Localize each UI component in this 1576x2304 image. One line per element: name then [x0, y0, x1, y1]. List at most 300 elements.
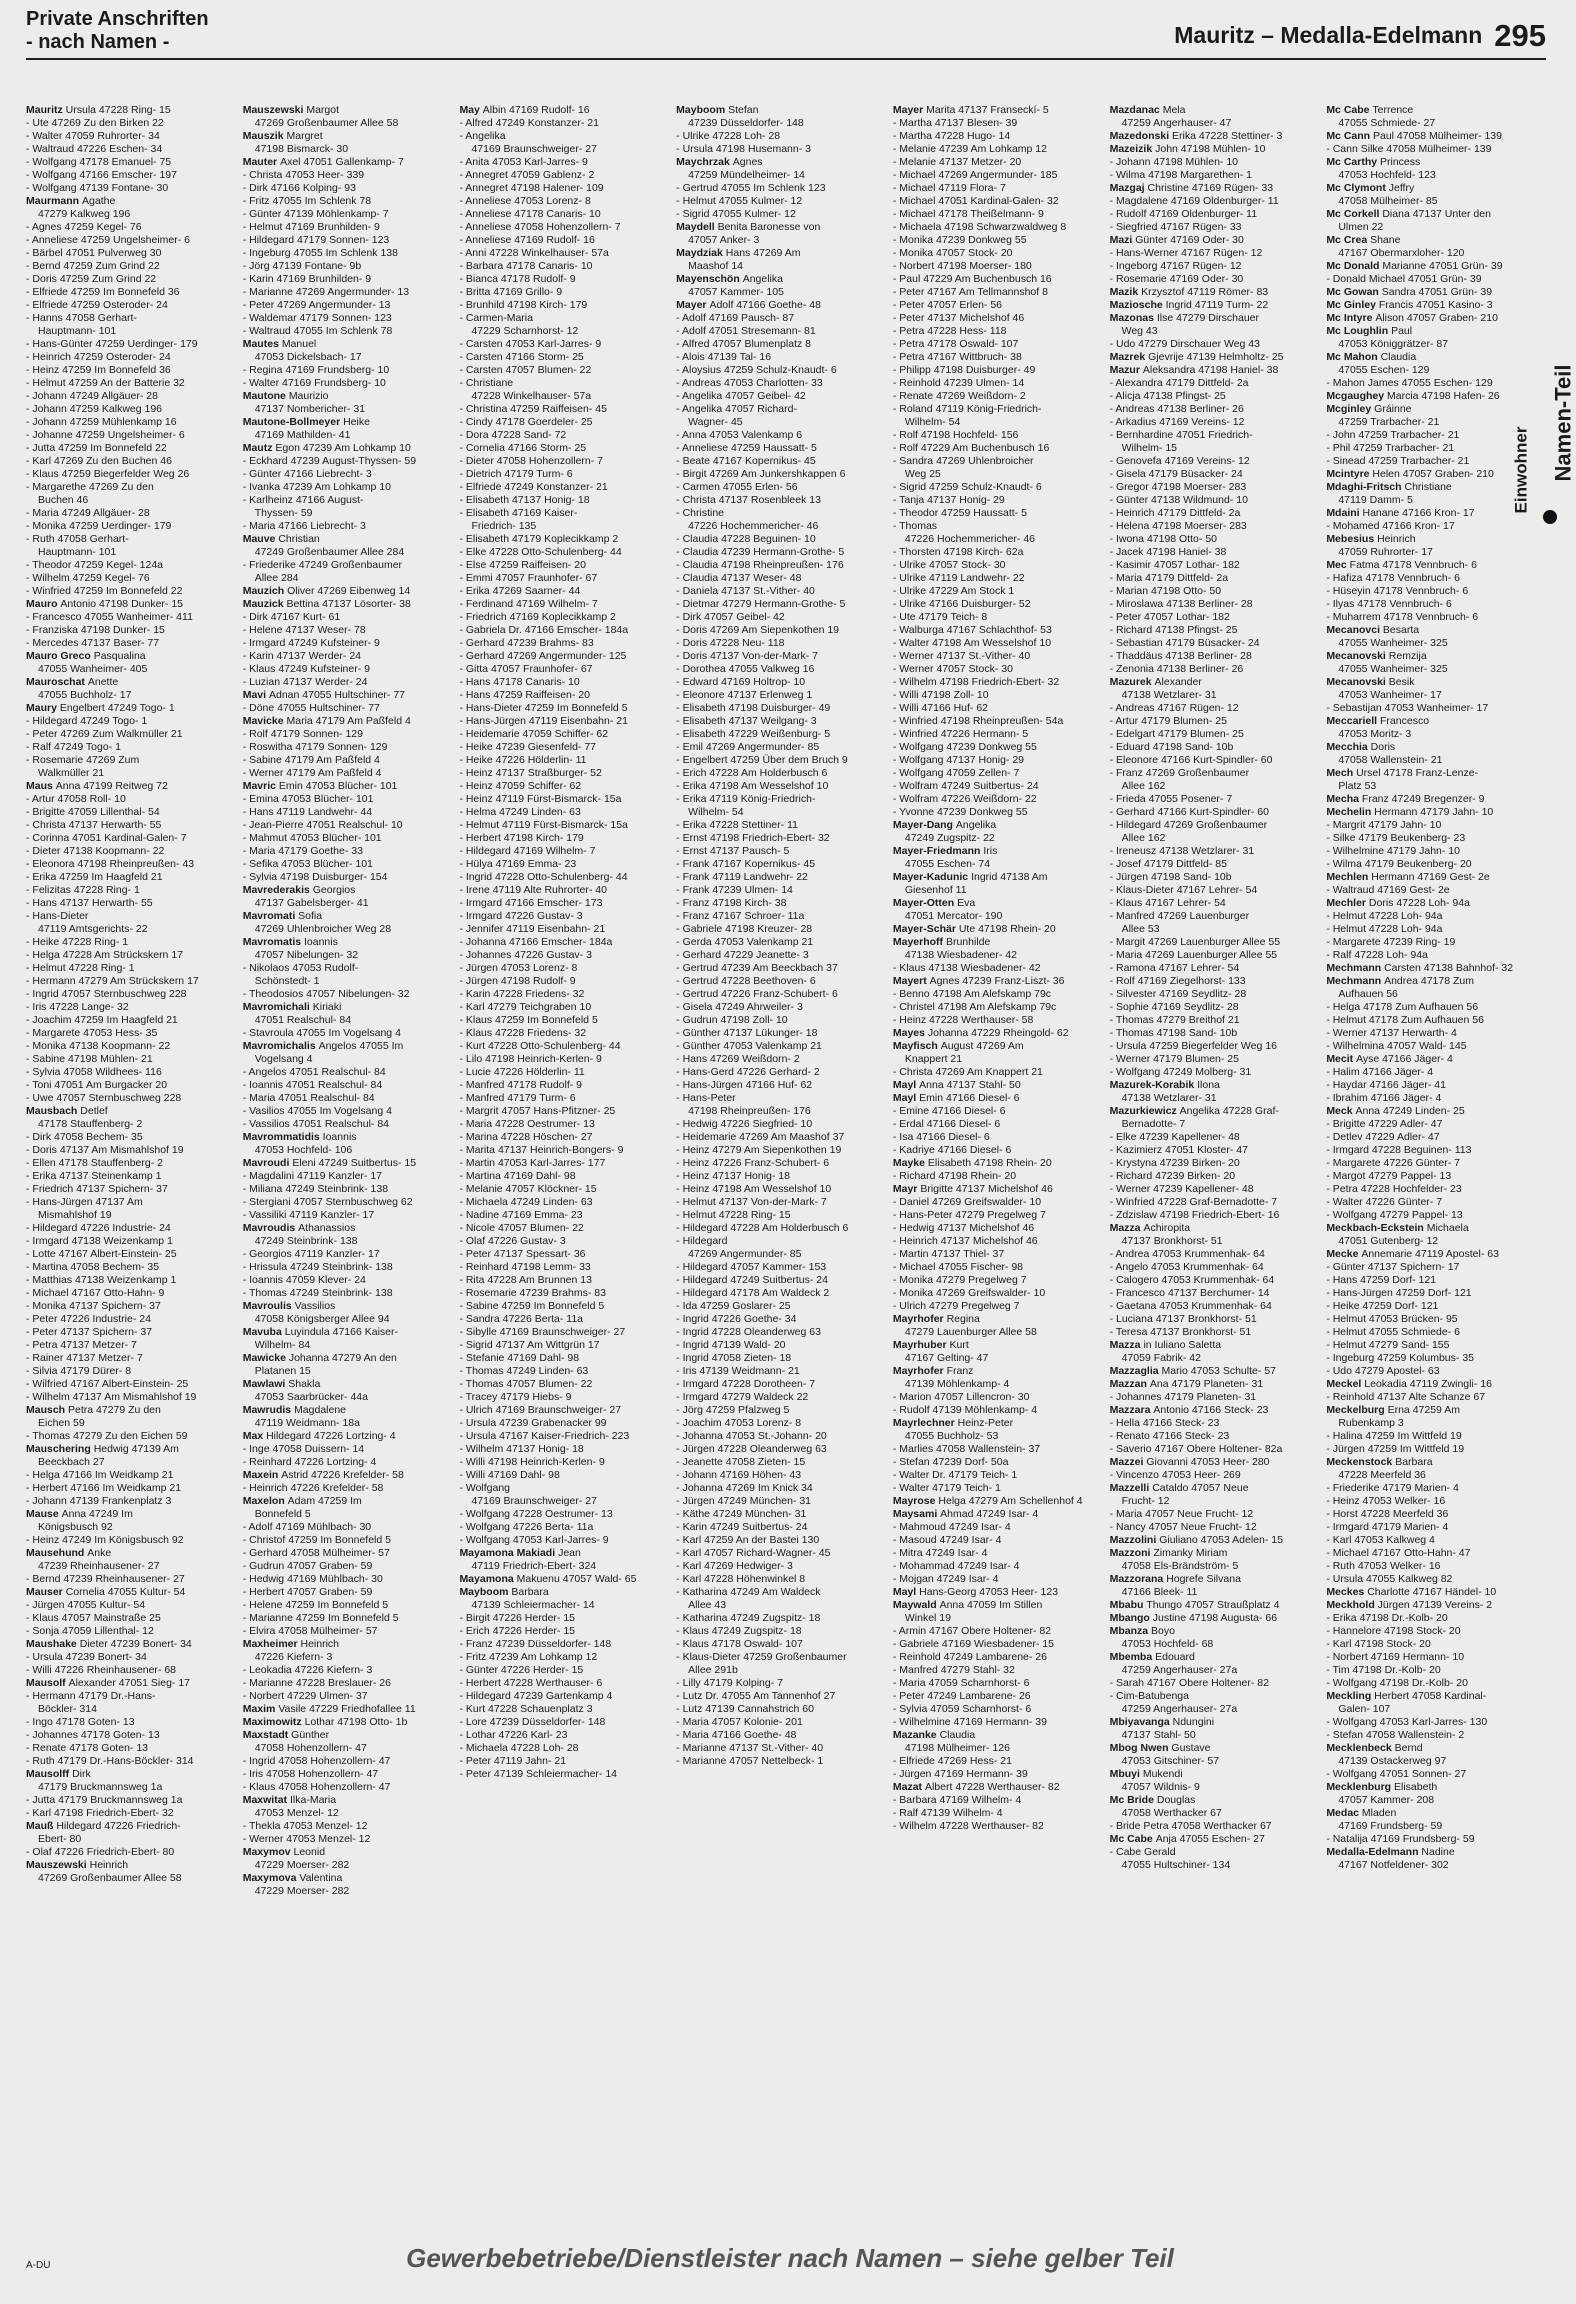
listing-entry [459, 1586, 669, 1599]
listing-entry [243, 1391, 453, 1404]
entry-text: - Irmgard 47226 Gustav- 3 [459, 910, 583, 922]
entry-text: - Theodosios 47057 Nibelungen- 32 [242, 988, 410, 1000]
entry-text: Thyssen- 59 [254, 507, 313, 519]
listing-entry [459, 754, 669, 767]
listing-entry [26, 1417, 236, 1430]
entry-text: - Jeanette 47058 Zieten- 15 [676, 1456, 806, 1468]
entry-text: - Marianne 47269 Angermunder- 13 [242, 286, 410, 298]
listing-entry [1110, 130, 1320, 143]
listing-entry [893, 1313, 1103, 1326]
listing-entry [1110, 1040, 1320, 1053]
listing-entry [893, 169, 1103, 182]
listing-entry [1326, 598, 1536, 611]
entry-text: - Ulrich 47169 Braunschweiger- 27 [459, 1404, 622, 1416]
entry-text: Johanna 47279 An den [288, 1352, 397, 1364]
surname: Mayer-Otten [892, 897, 958, 909]
surname: Mbemba [1109, 1651, 1156, 1663]
entry-text: Hauptmann- 101 [38, 546, 117, 558]
listing-entry [676, 390, 886, 403]
listing-entry [893, 1573, 1103, 1586]
listing-entry [676, 273, 886, 286]
listing-entry [26, 1248, 236, 1261]
entry-text: Anna 47059 Im Stillen [939, 1599, 1043, 1611]
entry-text: - Karl 47279 Teichgraben 10 [459, 1001, 592, 1013]
listing-entry [243, 949, 453, 962]
entry-text: - Erika 47119 König-Friedrich- [676, 793, 816, 805]
listing-entry [676, 351, 886, 364]
entry-text: Giovanni 47053 Heer- 280 [1146, 1456, 1270, 1468]
listing-entry [676, 975, 886, 988]
entry-text: - Jürgen 47249 München- 31 [676, 1495, 811, 1507]
listing-entry [243, 650, 453, 663]
entry-text: 47051 Gutenberg- 12 [1338, 1235, 1439, 1247]
surname: Mayrose [892, 1495, 939, 1507]
listing-entry [243, 663, 453, 676]
listing-entry [26, 1495, 236, 1508]
surname: Maxelon [242, 1495, 288, 1507]
listing-entry [243, 221, 453, 234]
listing-entry [676, 559, 886, 572]
surname: Maysami [892, 1508, 941, 1520]
listing-entry [676, 832, 886, 845]
entry-text: Vogelsang 4 [254, 1053, 313, 1065]
listing-entry [676, 377, 886, 390]
entry-text: - Johanna 47269 Im Knick 34 [676, 1482, 813, 1494]
listing-entry [1326, 1040, 1536, 1053]
entry-text: - Sandra 47269 Uhlenbroicher [892, 455, 1034, 467]
entry-text: - Doris 47259 Zum Grind 22 [26, 273, 157, 285]
listing-entry [243, 1612, 453, 1625]
listing-entry [459, 1274, 669, 1287]
entry-text: Oliver 47269 Eibenweg 14 [287, 585, 411, 597]
listing-entry [459, 1560, 669, 1573]
entry-text: - Wilhelmine 47169 Hermann- 39 [892, 1716, 1047, 1728]
listing-entry [893, 611, 1103, 624]
listing-entry [676, 572, 886, 585]
listing-entry [676, 988, 886, 1001]
listing-entry [459, 624, 669, 637]
listing-entry [1326, 234, 1536, 247]
surname: Mausbach [26, 1105, 81, 1117]
listing-entry [676, 1716, 886, 1729]
listing-entry [243, 1300, 453, 1313]
surname: Meckbach-Eckstein [1326, 1222, 1427, 1234]
entry-text: - Rudolf 47139 Möhlenkamp- 4 [892, 1404, 1038, 1416]
entry-text: Allee 43 [688, 1599, 727, 1611]
listing-entry [243, 1534, 453, 1547]
surname: Mayboom [676, 104, 729, 116]
listing-entry [676, 117, 886, 130]
listing-entry [1326, 312, 1536, 325]
listing-entry [243, 1053, 453, 1066]
entry-text: - Gabriela Dr. 47166 Emscher- 184a [459, 624, 629, 636]
entry-text: Walkmüller 21 [38, 767, 105, 779]
listing-entry [1326, 624, 1536, 637]
listing-entry [893, 1703, 1103, 1716]
listing-entry [1110, 1378, 1320, 1391]
entry-text: Eva [957, 897, 976, 909]
listing-entry [1110, 1625, 1320, 1638]
entry-text: Hildegard 47226 Friedrich- [56, 1820, 181, 1832]
entry-text: - Krystyna 47239 Birken- 20 [1109, 1157, 1240, 1169]
listing-entry [1326, 1027, 1536, 1040]
entry-text: - Martha 47137 Blesen- 39 [892, 117, 1018, 129]
listing-entry [893, 104, 1103, 117]
listing-entry [26, 546, 236, 559]
listing-entry [1110, 1599, 1320, 1612]
listing-entry [893, 390, 1103, 403]
entry-text: - Dietmar 47279 Hermann-Grothe- 5 [676, 598, 846, 610]
listing-entry [1326, 1430, 1536, 1443]
entry-text: - Heinz 47137 Straßburger- 52 [459, 767, 602, 779]
listing-entry [459, 1508, 669, 1521]
listing-entry [243, 195, 453, 208]
entry-text: - Bernhardine 47051 Friedrich- [1109, 429, 1253, 441]
entry-text: - Doris 47137 Am Mismahlshof 19 [26, 1144, 184, 1156]
listing-entry [1110, 338, 1320, 351]
entry-text: 47178 Stauffenberg- 2 [38, 1118, 143, 1130]
entry-text: - Irene 47119 Alte Ruhrorter- 40 [459, 884, 607, 896]
entry-text: - Peter 47057 Lothar- 182 [1109, 611, 1230, 623]
listing-entry [459, 1157, 669, 1170]
entry-text: - Margrit 47179 Jahn- 10 [1326, 819, 1442, 831]
entry-text: - Marita 47137 Heinrich-Bongers- 9 [459, 1144, 624, 1156]
entry-text: - Mahmut 47053 Blücher- 101 [242, 832, 382, 844]
entry-text: Emin 47166 Diesel- 6 [919, 1092, 1020, 1104]
listing-entry [243, 1573, 453, 1586]
surname: Mecke [1326, 1248, 1362, 1260]
entry-text: - Cabe Gerald [1109, 1846, 1176, 1858]
listing-entry [676, 1443, 886, 1456]
entry-text: - Rolf 47198 Hochfeld- 156 [892, 429, 1019, 441]
listing-entry [459, 208, 669, 221]
listing-entry [893, 1352, 1103, 1365]
listing-entry [1326, 130, 1536, 143]
listing-entry [1326, 754, 1536, 767]
listing-entry [243, 247, 453, 260]
entry-text: Carsten 47138 Bahnhof- 32 [1384, 962, 1514, 974]
entry-text: 47051 Realschul- 84 [254, 1014, 352, 1026]
entry-text: - Jürgen 47228 Oleanderweg 63 [676, 1443, 827, 1455]
listing-entry [26, 195, 236, 208]
entry-text: - Anneliese 47169 Rudolf- 16 [459, 234, 595, 246]
listing-entry [1326, 494, 1536, 507]
entry-text: - Martin 47053 Karl-Jarres- 177 [459, 1157, 606, 1169]
entry-text: - Peter 47119 Jahn- 21 [459, 1755, 567, 1767]
entry-text: - Ruth 47058 Gerhart- [26, 533, 129, 545]
entry-text: 47259 Angerhauser- 27a [1121, 1703, 1238, 1715]
listing-entry [1326, 884, 1536, 897]
entry-text: - Franz 47239 Düsseldorfer- 148 [459, 1638, 612, 1650]
listing-entry [26, 494, 236, 507]
listing-entry [26, 1690, 236, 1703]
entry-text: - Phil 47259 Trarbacher- 21 [1326, 442, 1455, 454]
entry-text: Frucht- 12 [1121, 1495, 1170, 1507]
listing-entry [243, 1599, 453, 1612]
entry-text: - Peter 47167 Am Tellmannshof 8 [892, 286, 1048, 298]
entry-text: 47139 Ostackerweg 97 [1338, 1755, 1447, 1767]
entry-text: - Hans-Peter 47279 Pregelweg 7 [892, 1209, 1046, 1221]
entry-text: - Maria 47249 Allgäuer- 28 [26, 507, 150, 519]
header-left [26, 8, 209, 54]
listing-entry [893, 1690, 1103, 1703]
listing-entry [676, 1287, 886, 1300]
entry-text: - Waldemar 47179 Sonnen- 123 [242, 312, 392, 324]
listing-entry [243, 1872, 453, 1885]
entry-text: - Claudia 47228 Beguinen- 10 [676, 533, 816, 545]
listing-entry [1110, 312, 1320, 325]
surname: Mc Crea [1326, 234, 1371, 246]
entry-text: - Elke 47228 Otto-Schulenberg- 44 [459, 546, 622, 558]
listing-entry [459, 364, 669, 377]
entry-text: - Sigrid 47137 Am Wittgrün 17 [459, 1339, 600, 1351]
listing-entry [893, 975, 1103, 988]
entry-text: Bettina 47137 Lösorter- 38 [286, 598, 411, 610]
listing-entry [243, 1742, 453, 1755]
listing-entry [459, 793, 669, 806]
entry-text: - Zdzislaw 47198 Friedrich-Ebert- 16 [1109, 1209, 1280, 1221]
entry-text: Mario 47053 Schulte- 57 [1161, 1365, 1276, 1377]
surname: Mayamona Makiadi [459, 1547, 559, 1559]
entry-text: Eichen 59 [38, 1417, 85, 1429]
listing-entry [893, 546, 1103, 559]
listing-entry [676, 663, 886, 676]
listing-entry [893, 442, 1103, 455]
listing-entry [1110, 1521, 1320, 1534]
entry-text: - Gertrud 47226 Franz-Schubert- 6 [676, 988, 838, 1000]
entry-text: - Bernd 47239 Rheinhausener- 27 [26, 1573, 185, 1585]
entry-text: - Dieter 47058 Hohenzollern- 7 [459, 455, 604, 467]
listing-entry [459, 1716, 669, 1729]
entry-text: - Norbert 47198 Moerser- 180 [892, 260, 1032, 272]
listing-entry [1326, 1157, 1536, 1170]
surname: Mavrommatidis [242, 1131, 323, 1143]
listing-entry [893, 767, 1103, 780]
listing-entry [26, 130, 236, 143]
surname: Maxein [242, 1469, 282, 1481]
listing-entry [459, 247, 669, 260]
entry-text: - Petra 47167 Wittbruch- 38 [892, 351, 1022, 363]
entry-text: - Heidemarie 47059 Schiffer- 62 [459, 728, 609, 740]
listing-entry [1110, 1833, 1320, 1846]
entry-text: - Johann 47139 Frankenplatz 3 [26, 1495, 172, 1507]
listing-entry [243, 546, 453, 559]
listing-entry [1326, 780, 1536, 793]
entry-text: Makuenu 47057 Wald- 65 [516, 1573, 637, 1585]
entry-text: - Manfred 47269 Lauenburger [1109, 910, 1250, 922]
entry-text: 47119 Damm- 5 [1338, 494, 1413, 506]
listing-entry [1326, 949, 1536, 962]
entry-text: Maria 47179 Am Paßfeld 4 [286, 715, 411, 727]
listing-entry [676, 1755, 886, 1768]
entry-text: Eleni 47249 Suitbertus- 15 [292, 1157, 417, 1169]
entry-text: Manuel [281, 338, 317, 350]
listing-entry [26, 1391, 236, 1404]
listing-entry [26, 559, 236, 572]
listing-entry [1326, 247, 1536, 260]
listing-entry [1326, 1625, 1536, 1638]
listing-entry [1326, 572, 1536, 585]
listing-entry [1110, 260, 1320, 273]
listing-entry [676, 312, 886, 325]
listing-entry [243, 806, 453, 819]
entry-text: Engelbert 47249 Togo- 1 [59, 702, 175, 714]
entry-text: Helga 47279 Am Schellenhof 4 [938, 1495, 1083, 1507]
listing-entry [459, 1651, 669, 1664]
listing-entry [676, 884, 886, 897]
surname: Mayl [892, 1586, 920, 1598]
entry-text: - Genovefa 47169 Vereins- 12 [1109, 455, 1250, 467]
entry-text: - Melanie 47057 Klöckner- 15 [459, 1183, 597, 1195]
listing-entry [243, 611, 453, 624]
listing-entry [26, 533, 236, 546]
listing-entry [1110, 1703, 1320, 1716]
surname: Mavromichalis [242, 1040, 319, 1052]
entry-text: - Rainer 47137 Metzer- 7 [26, 1352, 143, 1364]
entry-text: Angelika [742, 273, 783, 285]
entry-text: - Katharina 47249 Zugspitz- 18 [676, 1612, 821, 1624]
listing-entry [243, 494, 453, 507]
entry-text: - Elfriede 47269 Hess- 21 [892, 1755, 1012, 1767]
entry-text: Knappert 21 [904, 1053, 963, 1065]
entry-text: - Lucie 47226 Hölderlin- 11 [459, 1066, 585, 1078]
entry-text: - Helmut 47055 Kulmer- 12 [676, 195, 803, 207]
entry-text: - Dieter 47138 Koopmann- 22 [26, 845, 165, 857]
listing-entry [893, 1482, 1103, 1495]
entry-text: - Margarethe 47269 Zu den [26, 481, 154, 493]
listing-entry [243, 897, 453, 910]
listing-entry [1326, 1560, 1536, 1573]
entry-text: 47167 Notfeldener- 302 [1338, 1859, 1449, 1871]
entry-text: - Franz 47198 Kirch- 38 [676, 897, 787, 909]
entry-text: - Ioannis 47059 Klever- 24 [242, 1274, 366, 1286]
listing-entry [676, 429, 886, 442]
entry-text: 47139 Möhlenkamp- 4 [904, 1378, 1010, 1390]
listing-entry [676, 1456, 886, 1469]
entry-text: - Reinhard 47198 Lemm- 33 [459, 1261, 591, 1273]
entry-text: - Werner 47137 Herwarth- 4 [1326, 1027, 1457, 1039]
entry-text: - Hrissula 47249 Steinbrink- 138 [242, 1261, 393, 1273]
listing-entry [676, 1508, 886, 1521]
listing-entry [676, 481, 886, 494]
entry-text: - Ute 47269 Zu den Birken 22 [26, 117, 164, 129]
listing-entry [676, 1521, 886, 1534]
entry-text: August 47269 Am [940, 1040, 1024, 1052]
listing-entry [1110, 845, 1320, 858]
entry-text: Annemarie 47119 Apostel- 63 [1361, 1248, 1499, 1260]
entry-text: - Thomas 47249 Steinbrink- 138 [242, 1287, 393, 1299]
listing-entry [459, 1131, 669, 1144]
listing-entry [1110, 1469, 1320, 1482]
entry-text: - Alfred 47249 Konstanzer- 21 [459, 117, 599, 129]
surname: Mebesius [1326, 533, 1378, 545]
entry-text: Heinrich [300, 1638, 340, 1650]
listing-entry [1110, 1053, 1320, 1066]
entry-text: - Waltraud 47169 Gest- 2e [1326, 884, 1450, 896]
entry-text: - Ralf 47139 Wilhelm- 4 [892, 1807, 1003, 1819]
entry-text: - Wolfgang 47053 Karl-Jarres- 9 [459, 1534, 609, 1546]
entry-text: - Ulrich 47279 Pregelweg 7 [892, 1300, 1020, 1312]
entry-text: - Gerhard 47166 Kurt-Spindler- 60 [1109, 806, 1269, 818]
listing-entry [1110, 1495, 1320, 1508]
listing-entry [243, 1261, 453, 1274]
entry-text: Marita 47137 Franseckí- 5 [926, 104, 1049, 116]
listing-entry [1326, 1547, 1536, 1560]
entry-text: - Gerhard 47058 Mülheimer- 57 [242, 1547, 390, 1559]
surname: Mechler [1326, 897, 1369, 909]
entry-text: Claudia [939, 1729, 976, 1741]
listing-entry [1326, 221, 1536, 234]
listing-entry [676, 793, 886, 806]
entry-text: - Marianne 47137 St.-Vither- 40 [676, 1742, 824, 1754]
entry-text: - Doris 47228 Neu- 118 [676, 637, 785, 649]
listing-entry [1326, 1222, 1536, 1235]
entry-text: - Heinz 47259 Im Bonnefeld 36 [26, 364, 171, 376]
listing-entry [1326, 1183, 1536, 1196]
surname: Mc Donald [1326, 260, 1383, 272]
entry-text: - Karl 47198 Friedrich-Ebert- 32 [26, 1807, 174, 1819]
listing-entry [1326, 299, 1536, 312]
surname: Mayrhofer [892, 1313, 947, 1325]
entry-text: - Herbert 47166 Im Weidkamp 21 [26, 1482, 182, 1494]
entry-text: - Doris 47269 Am Siepenkothen 19 [676, 624, 840, 636]
listing-entry [243, 1430, 453, 1443]
listing-column [243, 104, 453, 2234]
entry-text: Wilhelm- 54 [904, 416, 961, 428]
surname: Mazat [892, 1781, 925, 1793]
listing-entry [1326, 1768, 1536, 1781]
entry-text: - Wolfgang 47137 Honig- 29 [892, 754, 1025, 766]
entry-text: - Wolfgang 47059 Zellen- 7 [892, 767, 1020, 779]
entry-text: - Hans 47119 Landwehr- 44 [242, 806, 373, 818]
entry-text: - Renate 47269 Weißdorn- 2 [892, 390, 1026, 402]
listing-entry [459, 702, 669, 715]
listing-entry [1110, 1846, 1320, 1859]
surname: Mavric [242, 780, 279, 792]
entry-text: - Heinrich 47137 Michelshof 46 [892, 1235, 1038, 1247]
entry-text: - Angelos 47051 Realschul- 84 [242, 1066, 386, 1078]
surname: Maydell [676, 221, 718, 233]
listing-entry [459, 533, 669, 546]
listing-entry [1326, 1378, 1536, 1391]
listing-entry [26, 1027, 236, 1040]
entry-text: Boyo [1151, 1625, 1175, 1637]
listing-entry [26, 143, 236, 156]
entry-text: - Daniel 47269 Greifswalder- 10 [892, 1196, 1042, 1208]
entry-text: Achiropita [1143, 1222, 1191, 1234]
entry-text: Weg 43 [1121, 325, 1158, 337]
listing-entry [459, 1417, 669, 1430]
listing-entry [26, 832, 236, 845]
listing-entry [1326, 1209, 1536, 1222]
entry-text: - Beate 47167 Kopernikus- 45 [676, 455, 816, 467]
listing-entry [676, 1105, 886, 1118]
entry-text: - Annegret 47198 Halener- 109 [459, 182, 604, 194]
entry-text: - Elisabeth 47229 Weißenburg- 5 [676, 728, 831, 740]
entry-text: - Maria 47228 Oestrumer- 13 [459, 1118, 595, 1130]
entry-text: Erna 47259 Am [1387, 1404, 1460, 1416]
entry-text: 47169 Braunschweiger- 27 [471, 1495, 597, 1507]
entry-text: Anna 47249 Im [61, 1508, 133, 1520]
listing-entry [893, 1339, 1103, 1352]
listing-entry [676, 598, 886, 611]
entry-text: - Maria 47269 Lauenburger Allee 55 [1109, 949, 1278, 961]
listing-entry [1110, 1300, 1320, 1313]
side-tab-big: Namen-Teil [1550, 364, 1576, 482]
listing-entry [1326, 676, 1536, 689]
entry-text: - Wilhelmina 47057 Wald- 145 [1326, 1040, 1467, 1052]
entry-text: - Friederike 47179 Marien- 4 [1326, 1482, 1459, 1494]
